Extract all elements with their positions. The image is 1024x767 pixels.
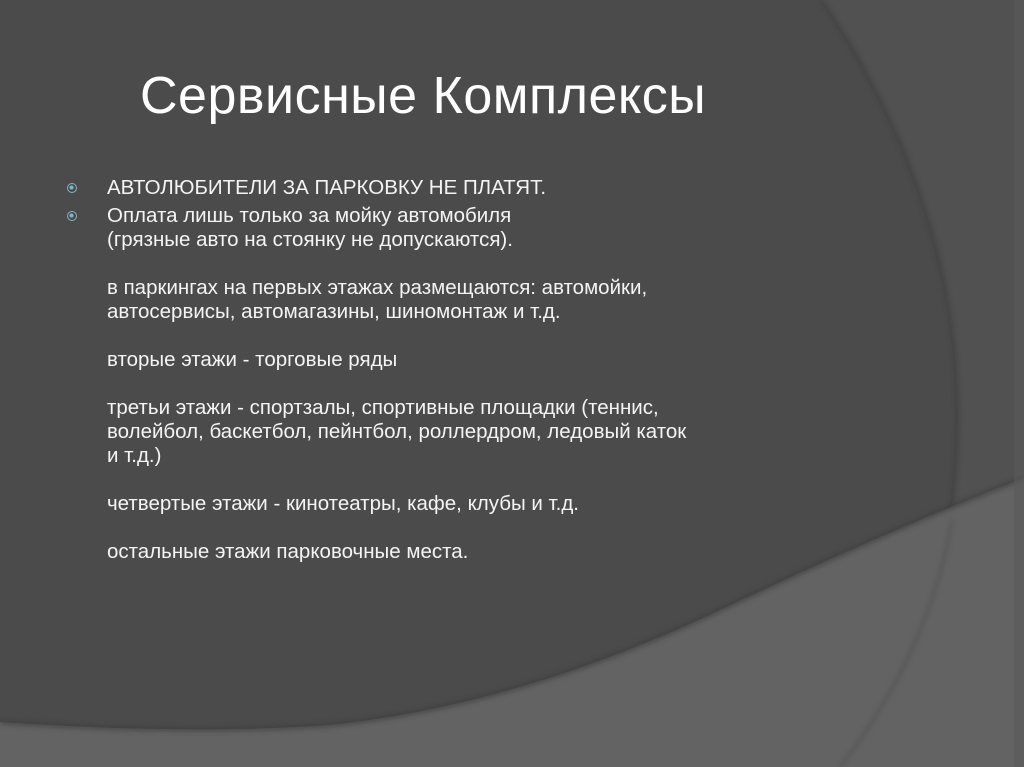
- paragraph-second-floor: вторые этажи - торговые ряды: [107, 348, 398, 371]
- slide-title: Сервисные Комплексы: [140, 67, 707, 125]
- circle-bullet-icon: [67, 211, 77, 221]
- bullet-item-car-wash-payment: [66, 204, 886, 228]
- paragraph-fourth-floor: четвертые этажи - кинотеатры, кафе, клубы и т.д.: [107, 492, 580, 515]
- paragraph-first-floor-line1: в паркингах на первых этажах размещаются: автомойки,: [107, 276, 648, 299]
- paragraph-third-floor-line1: третьи этажи - спортзалы, спортивные площадки (теннис,: [107, 396, 659, 419]
- paragraph-other-floors: остальные этажи парковочные места.: [107, 540, 469, 563]
- bullet-item-free-parking: [66, 176, 886, 200]
- circle-bullet-icon: [67, 183, 77, 193]
- paragraph-third-floor-line3: и т.д.): [107, 444, 162, 467]
- bullet-text: АВТОЛЮБИТЕЛИ ЗА ПАРКОВКУ НЕ ПЛАТЯТ.: [107, 176, 547, 199]
- paragraph-third-floor-line2: волейбол, баскетбол, пейнтбол, роллердром, ледовый каток: [107, 420, 687, 443]
- slide-body: [66, 176, 886, 564]
- bullet-text: Оплата лишь только за мойку автомобиля: [107, 204, 512, 227]
- paragraph-first-floor-line2: автосервисы, автомагазины, шиномонтаж и т.д.: [107, 300, 561, 323]
- paragraph-dirty-cars: (грязные авто на стоянку не допускаются).: [107, 228, 513, 251]
